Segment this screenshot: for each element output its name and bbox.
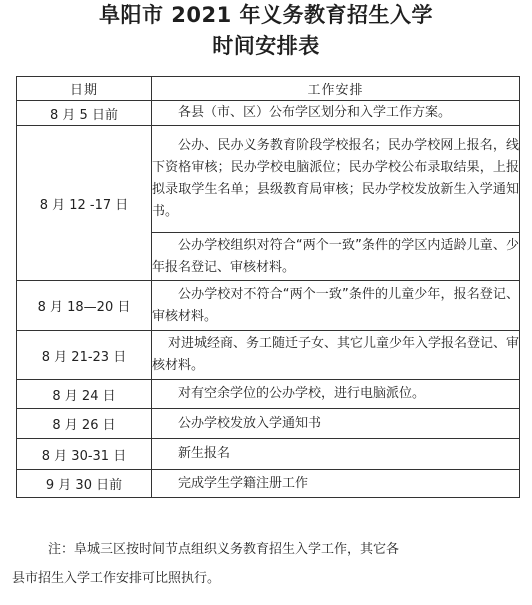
table-row (17, 470, 520, 498)
task-text: 对进城经商、务工随迁子女、其它儿童少年入学报名登记、审核材料。 (152, 336, 520, 373)
row-task (152, 409, 520, 439)
table-row (17, 331, 520, 380)
row-task (152, 126, 520, 233)
row-task (152, 281, 520, 331)
table-row (17, 101, 520, 126)
task-text: 公办学校组织对符合“两个一致”条件的学区内适龄儿童、少年报名登记、审核材料。 (152, 237, 519, 275)
table-row (17, 439, 520, 470)
table-row (17, 281, 520, 331)
table-row (17, 380, 520, 409)
task-text: 公办、民办义务教育阶段学校报名；民办学校网上报名，线下资格审核；民办学校电脑派位；民办学校公布录取结果，上报拟录取学生名单；县级教育局审核；民办学校发放新生入学通知书。 (152, 138, 519, 219)
row-task (152, 331, 520, 380)
row-date: 8 月 26 日 (17, 409, 152, 439)
row-task (152, 380, 520, 409)
row-task (152, 233, 520, 281)
date-header: 日期 (17, 77, 152, 101)
task-text: 公办学校发放入学通知书 (178, 415, 322, 431)
task-text: 公办学校对不符合“两个一致”条件的儿童少年，报名登记、审核材料。 (152, 286, 519, 324)
task-text: 完成学生学籍注册工作 (178, 475, 309, 491)
row-date: 8 月 30-31 日 (17, 439, 152, 470)
row-date: 8 月 18—20 日 (17, 281, 152, 331)
footnote (12, 535, 522, 593)
footnote-line-1: 注：阜城三区按时间节点组织义务教育招生入学工作，其它各 (48, 542, 400, 557)
schedule-table (16, 76, 520, 498)
table-row (17, 126, 520, 233)
row-date: 8 月 12 -17 日 (17, 126, 152, 281)
row-date: 8 月 21-23 日 (17, 331, 152, 380)
task-text: 对有空余学位的公办学校，进行电脑派位。 (178, 386, 426, 401)
row-task (152, 470, 520, 498)
page-subtitle: 时间安排表 (212, 34, 320, 58)
footnote-line-2: 县市招生入学工作安排可比照执行。 (12, 571, 221, 586)
row-date: 8 月 24 日 (17, 380, 152, 409)
task-text: 新生报名 (178, 446, 231, 461)
page-title: 阜阳市 2021 年义务教育招生入学 (98, 3, 434, 27)
task-header: 工作安排 (152, 77, 520, 101)
table-row (17, 409, 520, 439)
row-date: 8 月 5 日前 (17, 101, 152, 126)
header-row (17, 77, 520, 101)
row-task (152, 439, 520, 470)
task-text: 各县（市、区）公布学区划分和入学工作方案。 (178, 105, 452, 120)
row-task (152, 101, 520, 126)
row-date: 9 月 30 日前 (17, 470, 152, 498)
